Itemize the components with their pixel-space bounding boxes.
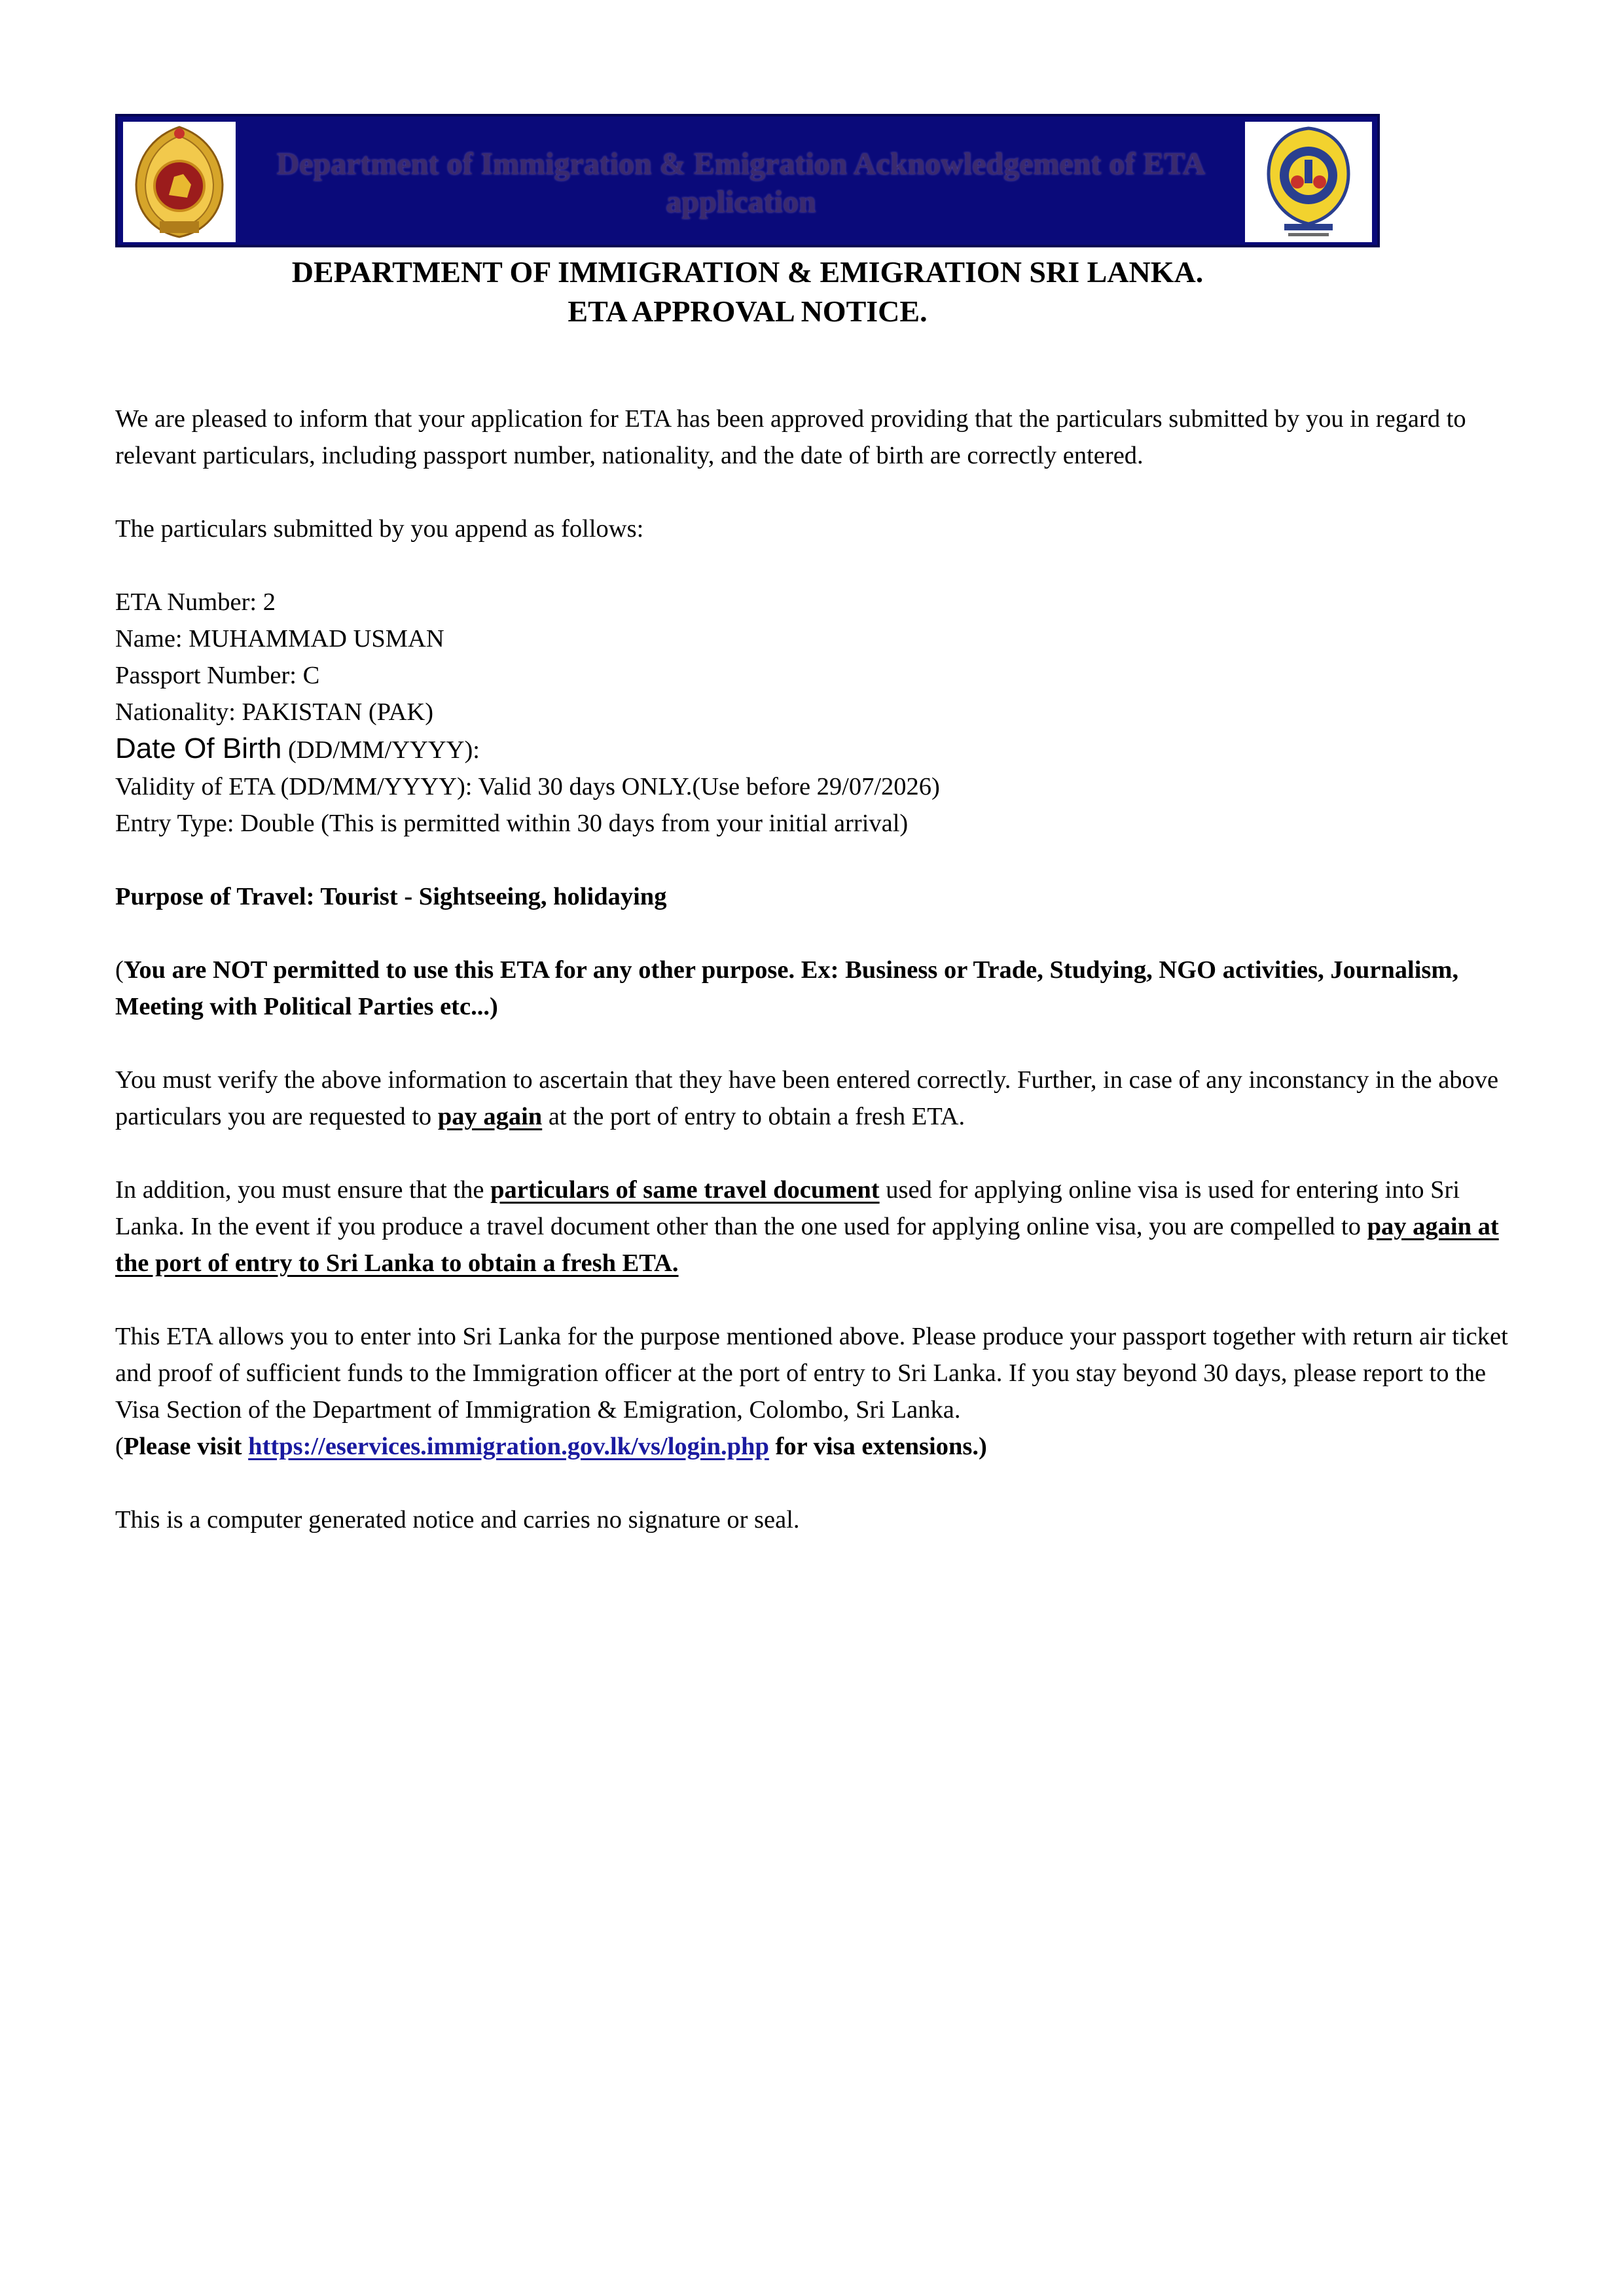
dob-row — [115, 730, 1516, 768]
notice-body — [115, 401, 1516, 1575]
dob-format: (DD/MM/YYYY): — [287, 736, 480, 764]
particulars-intro: The particulars submitted by you append as follows: — [115, 515, 644, 543]
header-banner — [115, 114, 1380, 247]
footer-note: This is a computer generated notice and carries no signature or seal. — [115, 1506, 800, 1534]
entry-type-row: Entry Type: Double (This is permitted within 30 days from your initial arrival) — [115, 810, 909, 837]
name-value: MUHAMMAD USMAN — [189, 625, 444, 653]
same-travel-document-emphasis: particulars of same travel document — [490, 1176, 880, 1204]
pay-again-emphasis: pay again — [437, 1103, 543, 1130]
entry-type-value: Double (This is permitted within 30 days from your initial arrival) — [240, 810, 909, 837]
banner-title: Department of Immigration & Emigration Acknowledgement of ETA application — [276, 147, 1206, 219]
heading-line-1: DEPARTMENT OF IMMIGRATION & EMIGRATION SRI LANKA. — [291, 255, 1204, 289]
state-emblem-icon — [123, 122, 236, 242]
validity-value: Valid 30 days ONLY.(Use before 29/07/2026) — [478, 773, 940, 800]
eta-number-value: 2 — [262, 588, 276, 616]
intro-paragraph: We are pleased to inform that your application for ETA has been approved providing that the particulars submitted by you in regard to relevant particulars, including passport number, nationality, and the date of birth are correctly entered. — [115, 405, 1466, 469]
notice-heading — [115, 253, 1380, 331]
pay-again-port-emphasis: pay again at the port of entry to Sri Lanka to obtain a fresh ETA. — [115, 1213, 1499, 1277]
eta-number-row: ETA Number: 2 — [115, 588, 276, 616]
heading-line-2: ETA APPROVAL NOTICE. — [568, 295, 928, 328]
nationality-row: Nationality: PAKISTAN (PAK) — [115, 698, 434, 726]
department-emblem-icon — [1245, 122, 1372, 242]
restriction-notice: (You are NOT permitted to use this ETA for any other purpose. Ex: Business or Trade, Studying, NGO activities, Journalism, Meeting with Political Parties etc...) — [115, 956, 1459, 1020]
name-row: Name: MUHAMMAD USMAN — [115, 625, 444, 653]
verify-paragraph: You must verify the above information to ascertain that they have been entered correctly. Further, in case of any inconstancy in the above particulars you are requested to pay again at the port of entry to obtain a fresh ETA. — [115, 1066, 1499, 1130]
dob-label: Date Of Birth — [115, 732, 282, 764]
validity-row: Validity of ETA (DD/MM/YYYY): Valid 30 days ONLY.(Use before 29/07/2026) — [115, 773, 940, 800]
particulars-list — [115, 584, 1516, 842]
passport-row: Passport Number: C — [115, 662, 320, 689]
nationality-value: PAKISTAN (PAK) — [242, 698, 434, 726]
allowance-paragraph: This ETA allows you to enter into Sri Lanka for the purpose mentioned above. Please produce your passport together with return air ticket and proof of sufficient funds to the Immigration officer at the port of entry to Sri Lanka. If you stay beyond 30 days, please report to the Visa Section of the Department of Immigration & Emigration, Colombo, Sri Lanka. (Please visit https://eservices.immigration.gov.lk/vs/login.php for visa extensions.) — [115, 1323, 1508, 1460]
purpose-of-travel: Purpose of Travel: Tourist - Sightseeing, holidaying — [115, 883, 667, 910]
travel-document-paragraph: In addition, you must ensure that the particulars of same travel document used for applying online visa is used for entering into Sri Lanka. In the event if you produce a travel document other than the one used for applying online visa, you are compelled to pay again at the port of entry to Sri Lanka to obtain a fresh ETA. — [115, 1176, 1499, 1277]
passport-value: C — [302, 662, 320, 689]
visa-extension-link[interactable]: https://eservices.immigration.gov.lk/vs/login.php — [248, 1433, 769, 1460]
